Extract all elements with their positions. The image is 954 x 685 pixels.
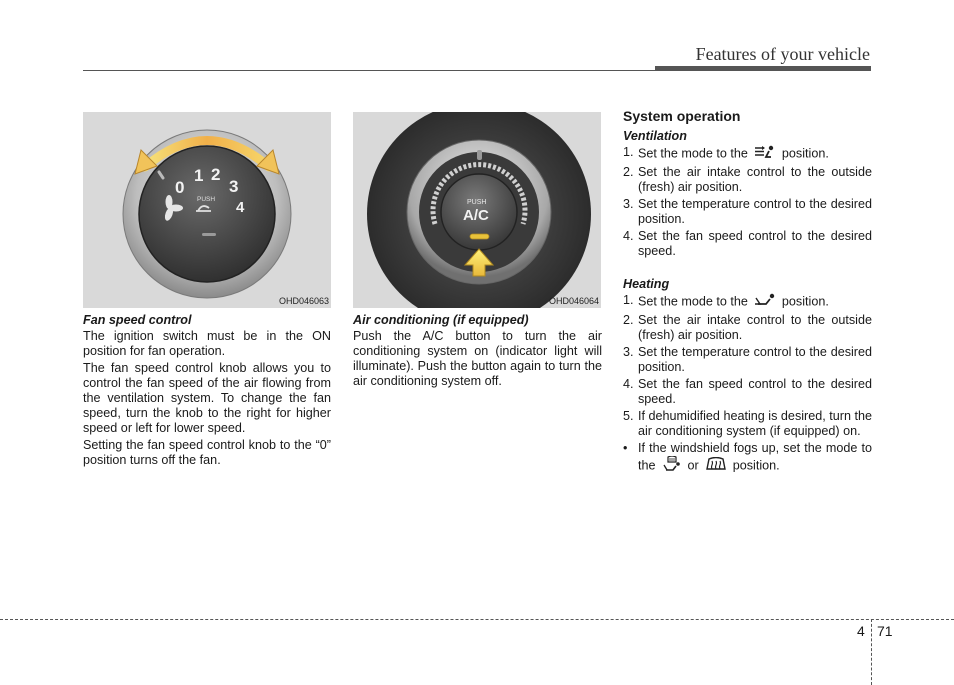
floor-mode-icon bbox=[754, 293, 776, 311]
step-text: Set the temperature control to the desired position. bbox=[638, 197, 872, 226]
step-number: 4. bbox=[623, 377, 634, 391]
footer-rule bbox=[0, 619, 954, 620]
step-number: 2. bbox=[623, 313, 634, 327]
ventilation-title: Ventilation bbox=[623, 129, 687, 143]
footer-divider bbox=[871, 619, 872, 685]
step-text: or bbox=[687, 458, 699, 473]
paragraph: The ignition switch must be in the ON position for fan operation. bbox=[83, 329, 331, 358]
step-text: Set the mode to the bbox=[638, 146, 748, 161]
step-number: 3. bbox=[623, 197, 634, 211]
step-text: If the windshield fogs up, set the mode to the bbox=[638, 441, 872, 473]
list-item bbox=[623, 345, 872, 375]
paragraph: The fan speed control knob allows you to control the fan speed of the air flowing from the ventilation system. To change the fan speed, turn the knob to the right for higher speed or left for lower speed. bbox=[83, 361, 331, 435]
step-text: position. bbox=[781, 294, 829, 309]
ac-button-label: A/C bbox=[463, 207, 489, 224]
figure-code: OHD046063 bbox=[278, 296, 329, 306]
header-bar bbox=[655, 66, 871, 71]
dial-number-4: 4 bbox=[236, 199, 245, 216]
list-item bbox=[623, 377, 872, 407]
section-title: System operation bbox=[623, 108, 741, 124]
dial-number-3: 3 bbox=[229, 177, 239, 196]
page-number: 71 bbox=[877, 623, 893, 639]
step-number: 5. bbox=[623, 409, 634, 423]
ac-indicator-light bbox=[470, 234, 489, 239]
step-number: 1. bbox=[623, 293, 634, 307]
step-text: position. bbox=[781, 146, 829, 161]
step-text: position. bbox=[732, 458, 780, 473]
fan-speed-figure bbox=[83, 112, 331, 308]
list-item bbox=[623, 145, 872, 163]
section-number: 4 bbox=[857, 623, 865, 639]
fan-knob-illustration bbox=[83, 112, 331, 308]
step-number: 4. bbox=[623, 229, 634, 243]
header-title: Features of your vehicle bbox=[695, 44, 870, 64]
dial-pointer bbox=[477, 150, 482, 160]
step-text: Set the air intake control to the outside (fresh) air position. bbox=[638, 313, 872, 342]
list-item bbox=[623, 165, 872, 195]
dial-number-1: 1 bbox=[194, 166, 204, 185]
fan-speed-section bbox=[83, 313, 331, 470]
windshield-defrost-icon bbox=[705, 457, 727, 475]
floor-defrost-mode-icon bbox=[662, 456, 682, 476]
air-conditioning-section bbox=[353, 313, 602, 391]
push-label: PUSH bbox=[197, 196, 216, 203]
paragraph: Setting the fan speed control knob to the “0” position turns off the fan. bbox=[83, 438, 331, 467]
list-item bbox=[623, 197, 872, 227]
step-text: Set the temperature control to the desired position. bbox=[638, 345, 872, 374]
step-number: 1. bbox=[623, 145, 634, 159]
ac-push-label: PUSH bbox=[467, 199, 487, 206]
list-item bbox=[623, 313, 872, 343]
figure-code: OHD046064 bbox=[548, 296, 599, 306]
step-text: If dehumidified heating is desired, turn the air conditioning system (if equipped) on. bbox=[638, 409, 872, 438]
dial-number-2: 2 bbox=[211, 165, 221, 184]
list-item bbox=[623, 441, 872, 476]
ac-knob-illustration bbox=[353, 112, 601, 308]
list-item bbox=[623, 409, 872, 439]
fan-speed-caption: Fan speed control bbox=[83, 313, 192, 327]
knob-face bbox=[139, 146, 275, 282]
indicator-slot bbox=[202, 233, 216, 236]
step-text: Set the fan speed control to the desired speed. bbox=[638, 377, 872, 406]
ventilation-steps bbox=[623, 145, 872, 259]
face-vent-mode-icon bbox=[754, 145, 776, 163]
step-number: 3. bbox=[623, 345, 634, 359]
step-text: Set the air intake control to the outside (fresh) air position. bbox=[638, 165, 872, 194]
ac-button-figure bbox=[353, 112, 601, 308]
list-item bbox=[623, 293, 872, 311]
paragraph: Push the A/C button to turn the air conditioning system on (indicator light will illuminate). Push the button again to turn the air conditioning system off. bbox=[353, 329, 602, 388]
heating-steps bbox=[623, 293, 872, 476]
system-operation-section bbox=[623, 109, 872, 478]
step-number: 2. bbox=[623, 165, 634, 179]
step-text: Set the mode to the bbox=[638, 294, 748, 309]
step-text: Set the fan speed control to the desired speed. bbox=[638, 229, 872, 258]
heating-title: Heating bbox=[623, 277, 670, 291]
dial-number-0: 0 bbox=[175, 178, 185, 197]
ac-caption: Air conditioning (if equipped) bbox=[353, 313, 529, 327]
list-item bbox=[623, 229, 872, 259]
bullet: • bbox=[623, 441, 628, 455]
